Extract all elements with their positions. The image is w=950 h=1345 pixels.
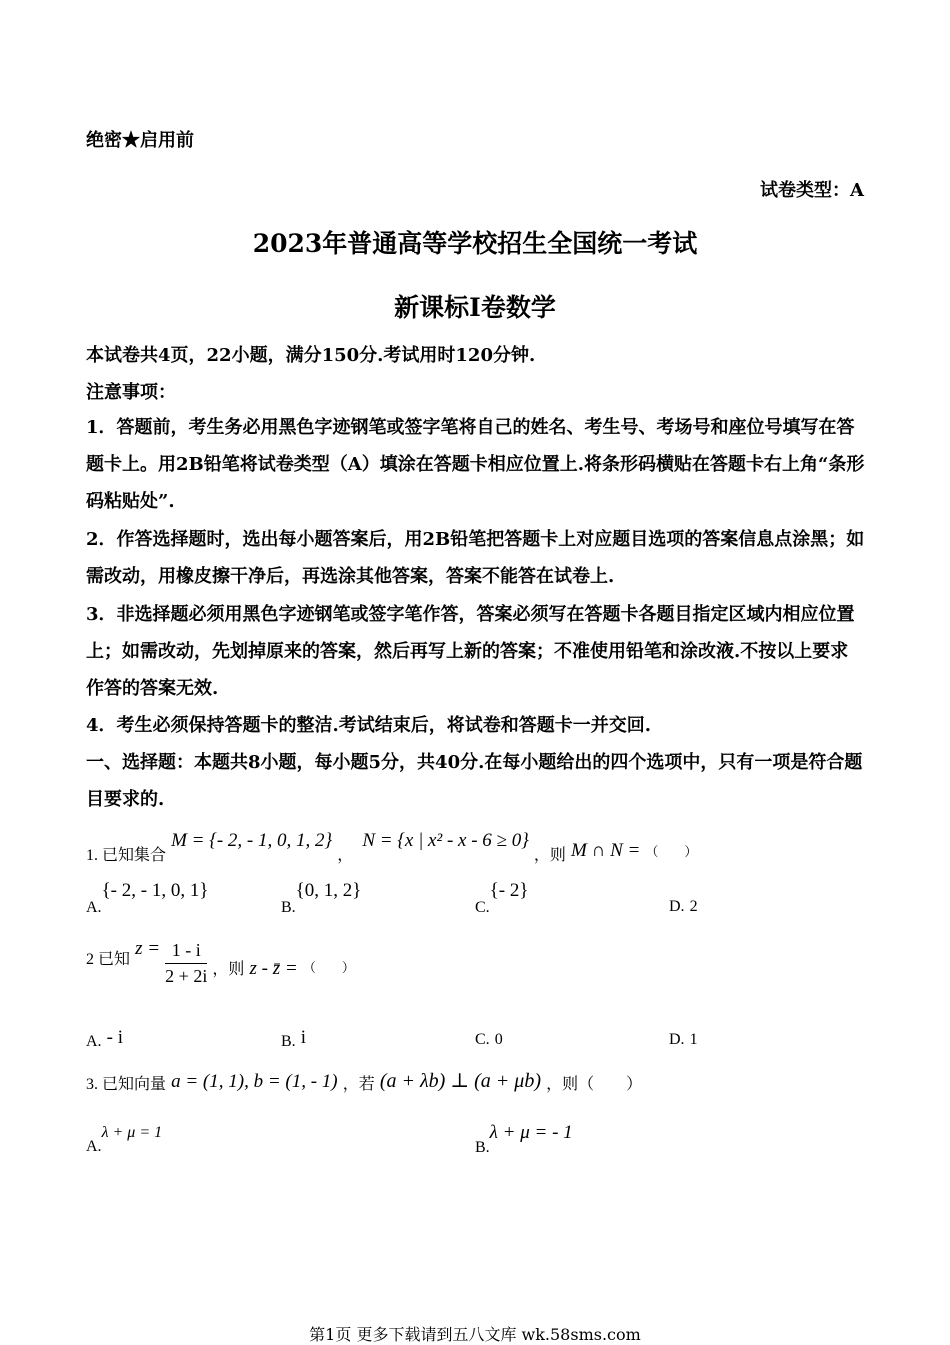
q3-mid: ，若 xyxy=(342,1076,375,1093)
section-one-heading: 一、选择题：本题共8小题，每小题5分，共40分.在每小题给出的四个选项中，只有一项是符合题目要求的. xyxy=(86,752,863,810)
q1-option-b: B.{0, 1, 2} xyxy=(281,880,362,916)
q2-denominator: 2 + 2i xyxy=(165,966,208,986)
question-3 xyxy=(86,1068,642,1093)
q1-expression: M ∩ N = xyxy=(571,840,641,861)
question-1 xyxy=(86,828,698,864)
q1-option-a: A.{- 2, - 1, 0, 1} xyxy=(86,880,209,916)
q2-option-a: A. - i xyxy=(86,1027,124,1050)
q3-suffix: ，则（ ） xyxy=(546,1076,643,1093)
q3-option-a: A.λ + μ = 1 xyxy=(86,1124,163,1155)
q1-prefix: 1. 已知集合 xyxy=(86,847,167,864)
q1-option-d: D. 2 xyxy=(669,898,698,915)
q2-option-c: C. 0 xyxy=(475,1031,503,1048)
notice-item-1: 1．答题前，考生务必用黑色字迹钢笔或签字笔将自己的姓名、考生号、考场号和座位号填写在答题卡上。用2B铅笔将试卷类型（A）填涂在答题卡相应位置上.将条形码横贴在答题卡右上角“条形码粘贴处”. xyxy=(86,417,865,512)
question-2 xyxy=(86,940,355,987)
q1-set-n: N = {x | x² - x - 6 ≥ 0} xyxy=(362,830,529,851)
exam-subtitle: 新课标Ⅰ卷数学 xyxy=(394,293,556,322)
q2-mid: ，则 xyxy=(212,961,245,978)
q3-vectors: a = (1, 1), b = (1, - 1) xyxy=(171,1071,338,1092)
q1-comma: ， xyxy=(337,847,354,864)
page-footer: 第1页 更多下载请到五八文库 wk.58sms.com xyxy=(309,1325,641,1344)
q1-set-m: M = {- 2, - 1, 0, 1, 2} xyxy=(171,830,333,851)
q2-answer-paren: （ ） xyxy=(302,960,355,975)
q2-lhs: z = xyxy=(135,938,161,959)
q1-answer-paren: （ ） xyxy=(645,844,698,859)
paper-type-label: 试卷类型：A xyxy=(760,180,864,201)
q3-prefix: 3. 已知向量 xyxy=(86,1076,167,1093)
q1-option-c: C.{- 2} xyxy=(475,880,529,916)
notice-item-3: 3．非选择题必须用黑色字迹钢笔或签字笔作答，答案必须写在答题卡各题目指定区域内相应位置上；如需改动，先划掉原来的答案，然后再写上新的答案；不准使用铅笔和涂改液.不按以上要求作答的答案无效. xyxy=(86,604,855,699)
q3-condition: (a + λb) ⊥ (a + μb) xyxy=(379,1070,541,1092)
exam-title: 2023年普通高等学校招生全国统一考试 xyxy=(252,229,698,258)
notice-heading: 注意事项： xyxy=(86,382,176,403)
q3-option-b: B.λ + μ = - 1 xyxy=(475,1122,573,1156)
q1-suffix: ，则 xyxy=(533,847,566,864)
q2-expression: z - z̄ = xyxy=(249,958,298,979)
q2-numerator: 1 - i xyxy=(165,940,207,964)
q2-option-d: D. 1 xyxy=(669,1031,698,1048)
intro-text: 本试卷共4页，22小题，满分150分.考试用时120分钟. xyxy=(86,345,536,366)
notice-item-2: 2．作答选择题时，选出每小题答案后，用2B铅笔把答题卡上对应题目选项的答案信息点涂黑；如需改动，用橡皮擦干净后，再选涂其他答案，答案不能答在试卷上. xyxy=(86,529,865,587)
notice-item-4: 4．考生必须保持答题卡的整洁.考试结束后，将试卷和答题卡一并交回. xyxy=(86,715,652,736)
q2-prefix: 2 已知 xyxy=(86,951,131,968)
q2-option-b: B. i xyxy=(281,1027,307,1050)
confidential-label: 绝密★启用前 xyxy=(86,130,194,151)
q2-fraction xyxy=(165,940,207,987)
